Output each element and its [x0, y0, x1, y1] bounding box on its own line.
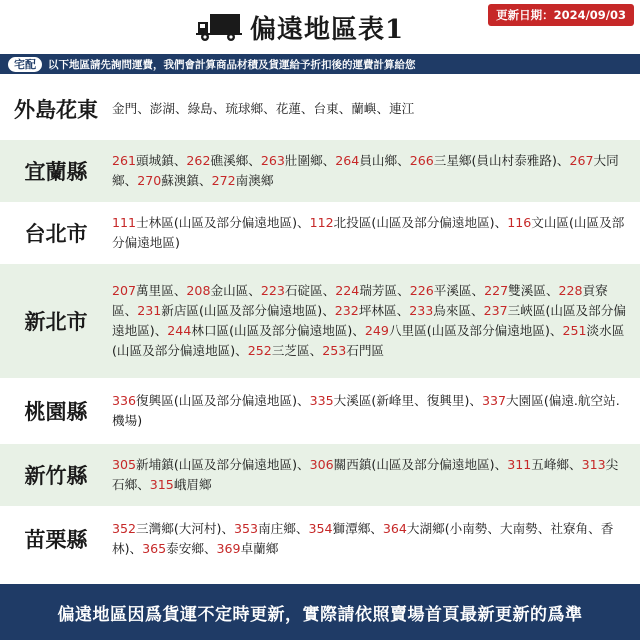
area-name: 琉球鄉: [225, 101, 264, 116]
area-code: 369: [216, 541, 241, 556]
separator: 、: [263, 101, 276, 116]
area-code: 266: [409, 153, 434, 168]
area-name: 金山區: [210, 283, 249, 298]
area-code: 112: [309, 215, 334, 230]
area-item: [112, 393, 297, 408]
area-item: [389, 101, 414, 116]
area-item: [484, 283, 546, 298]
separator: 、: [137, 477, 150, 492]
separator: 、: [212, 101, 226, 116]
separator: 、: [129, 541, 143, 556]
area-name: 關西鎮(山區及部分偏遠地區): [333, 457, 495, 472]
area-code: 251: [562, 323, 587, 338]
area-item: [351, 101, 376, 116]
area-name: 頭城鎮: [136, 153, 174, 168]
area-name: 金門: [112, 101, 138, 116]
separator: 、: [352, 323, 365, 338]
area-name: 平溪區: [433, 283, 472, 298]
region-areas: [112, 281, 640, 361]
separator: 、: [471, 283, 485, 298]
area-item: [276, 101, 301, 116]
area-code: 207: [112, 283, 137, 298]
region-name: 桃園縣: [24, 399, 88, 424]
area-code: 305: [112, 457, 137, 472]
region-areas: [112, 455, 640, 495]
area-name: 萬里區: [136, 283, 174, 298]
area-name: 新埔鎮(山區及部分偏遠地區): [136, 457, 297, 472]
separator: 、: [322, 153, 336, 168]
area-item: [410, 283, 472, 298]
area-item: [112, 215, 297, 230]
area-item: [310, 215, 495, 230]
area-code: 267: [569, 153, 594, 168]
area-item: [234, 521, 296, 536]
region-row: [0, 80, 640, 140]
region-areas: [112, 151, 640, 191]
area-item: [409, 303, 471, 318]
area-item: [212, 173, 274, 188]
area-name: 花蓮: [275, 101, 301, 116]
area-item: [188, 101, 213, 116]
area-code: 224: [335, 283, 360, 298]
region-areas: [112, 213, 640, 253]
area-name: 文山區(山區及部分偏遠地區): [112, 215, 625, 250]
separator: 、: [173, 283, 187, 298]
update-date-badge: 更新日期：2024/09/03: [488, 4, 634, 26]
separator: 、: [297, 393, 310, 408]
area-name: 三峽區(山區及部分偏遠地區): [112, 303, 626, 338]
area-name: 峨眉鄉: [173, 477, 212, 492]
separator: 、: [203, 541, 217, 556]
area-code: 311: [507, 457, 532, 472]
page-title: 偏遠地區表1: [249, 14, 405, 45]
area-name: 三灣鄉(大河村): [136, 521, 222, 536]
area-code: 354: [308, 521, 333, 536]
area-name: 淡水區(山區及部分偏遠地區): [112, 323, 625, 358]
area-item: [217, 541, 279, 556]
title-group: [196, 9, 404, 46]
separator: 、: [297, 457, 310, 472]
separator: 、: [338, 101, 352, 116]
area-name: 坪林區: [358, 303, 397, 318]
area-item: [310, 457, 495, 472]
footer-text: 偏遠地區因爲貨運不定時更新，實際請依照賣場首頁最新更新的爲準: [57, 604, 583, 625]
separator: 、: [370, 521, 383, 536]
separator: 、: [396, 303, 410, 318]
area-name: 大溪區(新峰里、復興里): [333, 393, 470, 408]
area-code: 237: [483, 303, 508, 318]
area-code: 364: [382, 521, 407, 536]
area-item: [261, 283, 323, 298]
area-name: 獅潭鄉: [332, 521, 371, 536]
area-code: 336: [112, 393, 137, 408]
region-areas: [112, 391, 640, 431]
area-code: 244: [167, 323, 192, 338]
separator: 、: [494, 215, 508, 230]
area-name: 北投區(山區及部分偏遠地區): [333, 215, 495, 230]
area-code: 208: [186, 283, 211, 298]
separator: 、: [124, 303, 138, 318]
area-name: 綠島: [187, 101, 213, 116]
area-name: 員山鄉: [359, 153, 398, 168]
area-code: 249: [364, 323, 389, 338]
area-item: [365, 323, 550, 338]
area-code: 253: [322, 343, 347, 358]
area-name: 烏來區: [433, 303, 472, 318]
area-item: [335, 153, 397, 168]
area-name: 南澳鄉: [235, 173, 274, 188]
area-item: [112, 521, 221, 536]
separator: 、: [154, 323, 168, 338]
area-name: 瑞芳區: [359, 283, 398, 298]
area-item: [112, 153, 174, 168]
region-name: 新竹縣: [24, 463, 88, 488]
area-code: 232: [334, 303, 359, 318]
area-name: 大湖鄉(小南勢、大南勢、社寮角、香林): [112, 521, 614, 556]
separator: 、: [556, 153, 570, 168]
area-name: 三芝區: [271, 343, 310, 358]
area-name: 五峰鄉: [531, 457, 570, 472]
region-row: [0, 140, 640, 204]
area-item: [186, 283, 248, 298]
area-name: 大同鄉: [112, 153, 619, 188]
area-item: [335, 303, 397, 318]
separator: 、: [221, 521, 235, 536]
notice-text: 以下地區請先詢問運費，我們會計算商品材積及貨運給予折扣後的運費計算給您: [48, 58, 416, 71]
separator: 、: [469, 393, 482, 408]
area-item: [314, 101, 339, 116]
area-name: 尖石鄉: [112, 457, 619, 492]
area-code: 337: [482, 393, 507, 408]
separator: 、: [494, 457, 508, 472]
area-item: [248, 343, 310, 358]
area-name: 雙溪區: [508, 283, 546, 298]
region-name: 台北市: [24, 221, 88, 246]
separator: 、: [549, 323, 563, 338]
area-code: 272: [211, 173, 236, 188]
region-areas: [112, 519, 640, 559]
area-item: [150, 477, 212, 492]
area-name: 壯圍鄉: [284, 153, 323, 168]
separator: 、: [300, 101, 314, 116]
region-name: 苗栗縣: [24, 527, 88, 552]
area-item: [410, 153, 557, 168]
area-name: 南庄鄉: [258, 521, 296, 536]
region-row: [0, 444, 640, 508]
area-name: 礁溪鄉: [210, 153, 249, 168]
region-name: 外島花東: [14, 97, 98, 122]
area-item: [322, 343, 384, 358]
area-item: [261, 153, 323, 168]
separator: 、: [322, 303, 335, 318]
separator: 、: [124, 173, 138, 188]
delivery-pill: 宅配: [8, 57, 42, 72]
area-code: 227: [484, 283, 509, 298]
region-row: [0, 380, 640, 444]
area-code: 306: [309, 457, 334, 472]
area-item: [112, 457, 297, 472]
area-name: 林口區(山區及部分偏遠地區): [191, 323, 353, 338]
area-name: 新店區(山區及部分偏遠地區): [161, 303, 323, 318]
separator: 、: [309, 343, 323, 358]
area-name: 貢寮區: [112, 283, 608, 318]
area-code: 226: [409, 283, 434, 298]
area-code: 335: [309, 393, 334, 408]
area-name: 八里區(山區及部分偏遠地區): [388, 323, 550, 338]
area-code: 111: [112, 215, 137, 230]
area-code: 228: [558, 283, 583, 298]
area-name: 連江: [389, 101, 415, 116]
area-item: [112, 283, 174, 298]
area-item: [186, 153, 248, 168]
area-item: [142, 541, 204, 556]
separator: 、: [173, 153, 187, 168]
area-code: 252: [247, 343, 272, 358]
area-name: 卓蘭鄉: [240, 541, 279, 556]
separator: 、: [295, 521, 309, 536]
area-name: 蘭嶼: [351, 101, 377, 116]
area-name: 蘇澳鎮: [161, 173, 200, 188]
separator: 、: [397, 153, 410, 168]
separator: 、: [322, 283, 336, 298]
separator: 、: [397, 283, 410, 298]
area-code: 263: [260, 153, 285, 168]
area-code: 352: [112, 521, 137, 536]
area-code: 231: [137, 303, 162, 318]
separator: 、: [248, 283, 261, 298]
area-code: 264: [335, 153, 360, 168]
region-row: [0, 508, 640, 572]
area-code: 262: [186, 153, 211, 168]
region-row: [0, 264, 640, 380]
area-item: [137, 303, 322, 318]
separator: 、: [545, 283, 559, 298]
region-areas: [112, 99, 640, 119]
region-name: 新北市: [24, 309, 88, 334]
area-item: [507, 457, 569, 472]
area-name: 復興區(山區及部分偏遠地區): [136, 393, 297, 408]
area-name: 石門區: [346, 343, 385, 358]
area-item: [150, 101, 175, 116]
area-item: [225, 101, 263, 116]
area-name: 石碇區: [284, 283, 323, 298]
separator: 、: [137, 101, 150, 116]
separator: 、: [199, 173, 212, 188]
area-item: [310, 393, 470, 408]
area-code: 365: [142, 541, 167, 556]
area-item: [137, 173, 199, 188]
area-item: [167, 323, 352, 338]
page-header: [0, 0, 640, 54]
area-item: [308, 521, 370, 536]
area-code: 313: [581, 457, 606, 472]
notice-bar: [0, 54, 640, 74]
area-item: [112, 101, 137, 116]
page-footer: [0, 584, 640, 640]
separator: 、: [471, 303, 484, 318]
region-name: 宜蘭縣: [24, 159, 88, 184]
truck-icon: [196, 12, 242, 42]
separator: 、: [569, 457, 582, 472]
area-code: 261: [112, 153, 137, 168]
area-code: 353: [234, 521, 259, 536]
area-name: 士林區(山區及部分偏遠地區): [136, 215, 297, 230]
area-code: 315: [149, 477, 174, 492]
area-name: 泰安鄉: [166, 541, 204, 556]
area-code: 223: [260, 283, 285, 298]
area-item: [335, 283, 397, 298]
separator: 、: [235, 343, 248, 358]
area-name: 澎湖: [149, 101, 175, 116]
separator: 、: [297, 215, 310, 230]
region-row: [0, 204, 640, 264]
area-name: 大園區(偏遠.航空站.機場): [112, 393, 620, 428]
separator: 、: [248, 153, 261, 168]
area-code: 270: [137, 173, 162, 188]
separator: 、: [174, 101, 188, 116]
area-code: 233: [409, 303, 434, 318]
area-name: 台東: [313, 101, 339, 116]
area-code: 116: [507, 215, 532, 230]
separator: 、: [376, 101, 390, 116]
area-name: 三星鄉(員山村泰雅路): [433, 153, 557, 168]
